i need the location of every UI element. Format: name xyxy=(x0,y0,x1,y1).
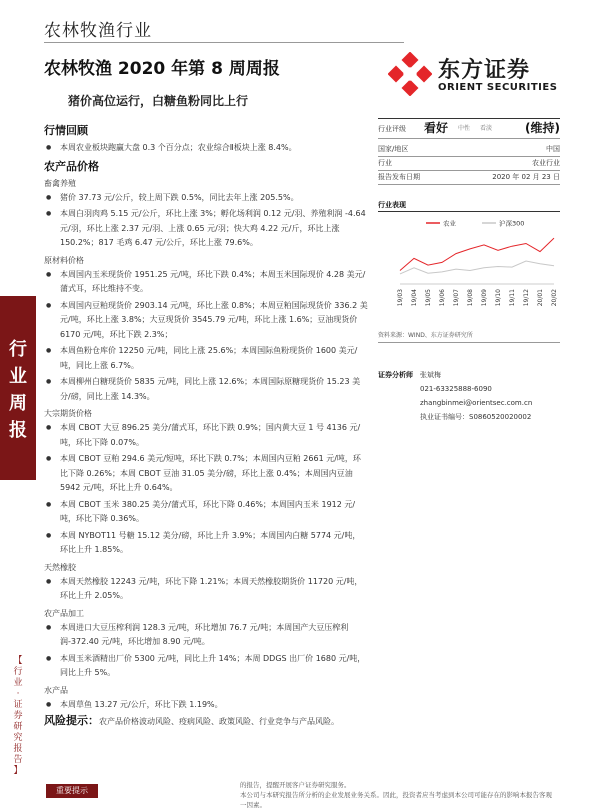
sub-aquatic: 水产品 xyxy=(44,685,68,695)
sub-livestock: 畜禽养殖 xyxy=(44,178,76,188)
analyst-label: 证券分析师 xyxy=(378,371,413,379)
legend-label: 沪深300 xyxy=(499,219,525,228)
logo-name-en: ORIENT SECURITIES xyxy=(438,82,558,93)
performance-chart xyxy=(378,216,560,316)
risk-warning xyxy=(44,714,368,729)
market-review-item: ● 本周农业板块跑赢大盘 0.3 个百分点；农业综合Ⅱ板块上涨 8.4%。 xyxy=(44,141,368,156)
x-tick-label: 19/10 xyxy=(495,289,502,307)
bullet-item: ● 本周草鱼 13.27 元/公斤，环比下跌 1.19%。 xyxy=(44,698,368,713)
x-tick-label: 19/08 xyxy=(467,289,474,307)
chart-title: 行业表现 xyxy=(378,201,406,209)
x-tick-label: 19/11 xyxy=(509,289,516,307)
x-tick-label: 19/07 xyxy=(453,289,460,307)
livestock-list xyxy=(44,191,368,251)
rating-panel xyxy=(378,118,560,188)
footer-tag: 重要提示 xyxy=(46,784,98,798)
rating-top-rule xyxy=(378,118,560,119)
analyst-phone: 021-63325888-6090 xyxy=(420,385,492,393)
sub-futures: 大宗期货价格 xyxy=(44,409,92,418)
x-tick-label: 20/01 xyxy=(537,289,544,307)
futures-list xyxy=(44,421,368,558)
section-prices: 农产品价格 xyxy=(44,159,99,173)
bullet-item: ● 本周玉米酒精出厂价 5300 元/吨，同比上升 14%；本周 DDGS 出厂价 1680 元/吨，同比上升 5%。 xyxy=(44,652,368,681)
rating-label: 行业评级 xyxy=(378,125,406,133)
chart-title-rule xyxy=(378,211,560,212)
x-tick-label: 19/12 xyxy=(523,289,530,307)
sub-rubber: 天然橡胶 xyxy=(44,562,76,572)
x-tick-label: 19/09 xyxy=(481,289,488,307)
main-content xyxy=(44,120,368,729)
rating-value: 看好 xyxy=(424,121,449,135)
rating-detail-row xyxy=(378,156,560,170)
section-market-review: 行情回顾 xyxy=(44,124,88,137)
rating-maintain: (维持) xyxy=(525,121,560,135)
analyst-email: zhangbinmei@orientsec.com.cn xyxy=(420,399,533,407)
raw-list xyxy=(44,268,368,405)
rating-detail-row xyxy=(378,142,560,156)
series-line xyxy=(400,238,554,270)
report-subtitle: 猪价高位运行，白糖鱼粉同比上行 xyxy=(68,94,249,108)
rating-row xyxy=(378,122,560,136)
sector-label: 农林牧渔行业 xyxy=(44,21,152,41)
footer-line: 本公司与本研究报告所分析的企业发展业务关系。因此，投资者应当考虑到本公司可能存在的影响本报告客观 xyxy=(240,791,552,799)
bullet-item: ● 本周 NYBOT11 号糖 15.12 美分/磅，环比上升 3.9%；本周国内白糖 5774 元/吨，环比上升 1.85%。 xyxy=(44,529,368,558)
x-tick-label: 19/05 xyxy=(425,289,432,307)
sidebar-label: 行 业 周 报 xyxy=(9,339,27,441)
chart-bottom-rule xyxy=(378,342,560,343)
logo-name-cn: 东方证券 xyxy=(438,58,531,83)
bullet-item: ● 本周国内玉米现货价 1951.25 元/吨，环比下跌 0.4%；本周玉米国际现价 4.28 美元/蒲式耳，环比维持不变。 xyxy=(44,268,368,297)
rating-detail-row xyxy=(378,170,560,184)
rating-neutral: 中性 xyxy=(458,125,471,132)
rating-negative: 看淡 xyxy=(480,125,493,132)
footer-line: 的报告，提醒开展客户证券研究服务。 xyxy=(240,781,351,789)
bullet-item: ● 猪价 37.73 元/公斤，较上周下跌 0.5%，同比去年上涨 205.5%。 xyxy=(44,191,368,206)
rating-detail-key: 报告发布日期 xyxy=(378,173,420,181)
bullet-item: ● 本周 CBOT 豆粕 294.6 美元/短吨，环比下跌 0.7%；本周国内豆粕 2661 元/吨，环比下降 0.26%；本周 CBOT 豆油 31.05 美分/磅，环比上涨 0.4%；本周国内豆油 5942 元/吨，环比上升 0.64%。 xyxy=(44,452,368,496)
analyst-cert: 执业证书编号：S0860520020002 xyxy=(420,413,532,421)
rating-detail-key: 行业 xyxy=(378,159,392,167)
aquatic-list xyxy=(44,698,368,713)
bullet-item: ● 本周鱼粉仓库价 12250 元/吨，同比上涨 25.6%；本周国际鱼粉现货价 1600 美元/吨，同比上涨 6.7%。 xyxy=(44,344,368,373)
risk-label: 风险提示： xyxy=(44,714,99,727)
rating-detail-value: 中国 xyxy=(546,145,560,153)
footer-disclaimer xyxy=(240,780,580,810)
report-title: 农林牧渔 2020 年第 8 周周报 xyxy=(44,59,280,79)
chart-source: 资料来源：WIND、东方证券研究所 xyxy=(378,332,473,339)
x-tick-label: 19/04 xyxy=(411,289,418,307)
bullet-item: ● 本周天然橡胶 12243 元/吨，环比下降 1.21%；本周天然橡胶期货价 11720 元/吨，环比上升 2.05%。 xyxy=(44,575,368,604)
logo-mark-icon xyxy=(388,52,432,96)
legend-label: 农业 xyxy=(443,219,456,228)
analyst-name: 张斌梅 xyxy=(420,371,441,379)
x-tick-label: 19/03 xyxy=(397,289,404,307)
footer-line: 一因素。 xyxy=(240,801,266,809)
processing-list xyxy=(44,621,368,681)
rating-divider xyxy=(378,138,560,139)
x-tick-label: 19/06 xyxy=(439,289,446,307)
chart-section xyxy=(378,200,560,210)
bullet-item: ● 本周柳州白糖现货价 5835 元/吨，同比上涨 12.6%；本周国际原糖现货价 15.23 美分/磅，同比上涨 14.3%。 xyxy=(44,375,368,404)
header-divider xyxy=(44,42,404,43)
bullet-item: ● 本周 CBOT 大豆 896.25 美分/蒲式耳，环比下跌 0.9%；国内黄大豆 1 号 4136 元/吨，环比下降 0.07%。 xyxy=(44,421,368,450)
risk-text: 农产品价格波动风险、疫病风险、政策风险、行业竞争与产品风险。 xyxy=(99,717,339,726)
rating-detail-value: 农业行业 xyxy=(532,159,560,167)
rating-detail-key: 国家/地区 xyxy=(378,145,409,153)
rating-row-rule xyxy=(378,184,560,185)
bullet-item: ● 本周白羽肉鸡 5.15 元/公斤，环比上涨 3%；孵化场利润 0.12 元/羽、养殖利润 -4.64 元/羽，环比上涨 2.37 元/羽、上涨 0.65 元/羽；快大鸡 4.22 元/斤，环比上涨 150.2%；817 毛鸡 6.47 元/公斤，环比上涨 79.6%。 xyxy=(44,207,368,251)
x-tick-label: 20/02 xyxy=(551,289,558,307)
bullet-item: ● 本周进口大豆压榨利润 128.3 元/吨，环比增加 76.7 元/吨；本周国产大豆压榨利润-372.40 元/吨，环比增加 8.90 元/吨。 xyxy=(44,621,368,650)
sub-raw: 原材料价格 xyxy=(44,255,84,265)
vertical-category-label: 【 行 业 · 证 券 研 究 报 告 】 xyxy=(13,656,23,776)
bullet-item: ● 本周 CBOT 玉米 380.25 美分/蒲式耳，环比下降 0.46%；本周国内玉米 1912 元/吨，环比下降 0.36%。 xyxy=(44,498,368,527)
rubber-list xyxy=(44,575,368,604)
bullet-item: ● 本周国内豆粕现货价 2903.14 元/吨，环比上涨 0.8%；本周豆粕国际现货价 336.2 美元/吨，环比上涨 3.8%；大豆现货价 3545.79 元/吨，环比上涨 1.6%；豆油现货价 6170 元/吨，环比下跌 2.3%； xyxy=(44,299,368,343)
sub-processing: 农产品加工 xyxy=(44,608,84,618)
rating-detail-value: 2020 年 02 月 23 日 xyxy=(492,173,560,181)
